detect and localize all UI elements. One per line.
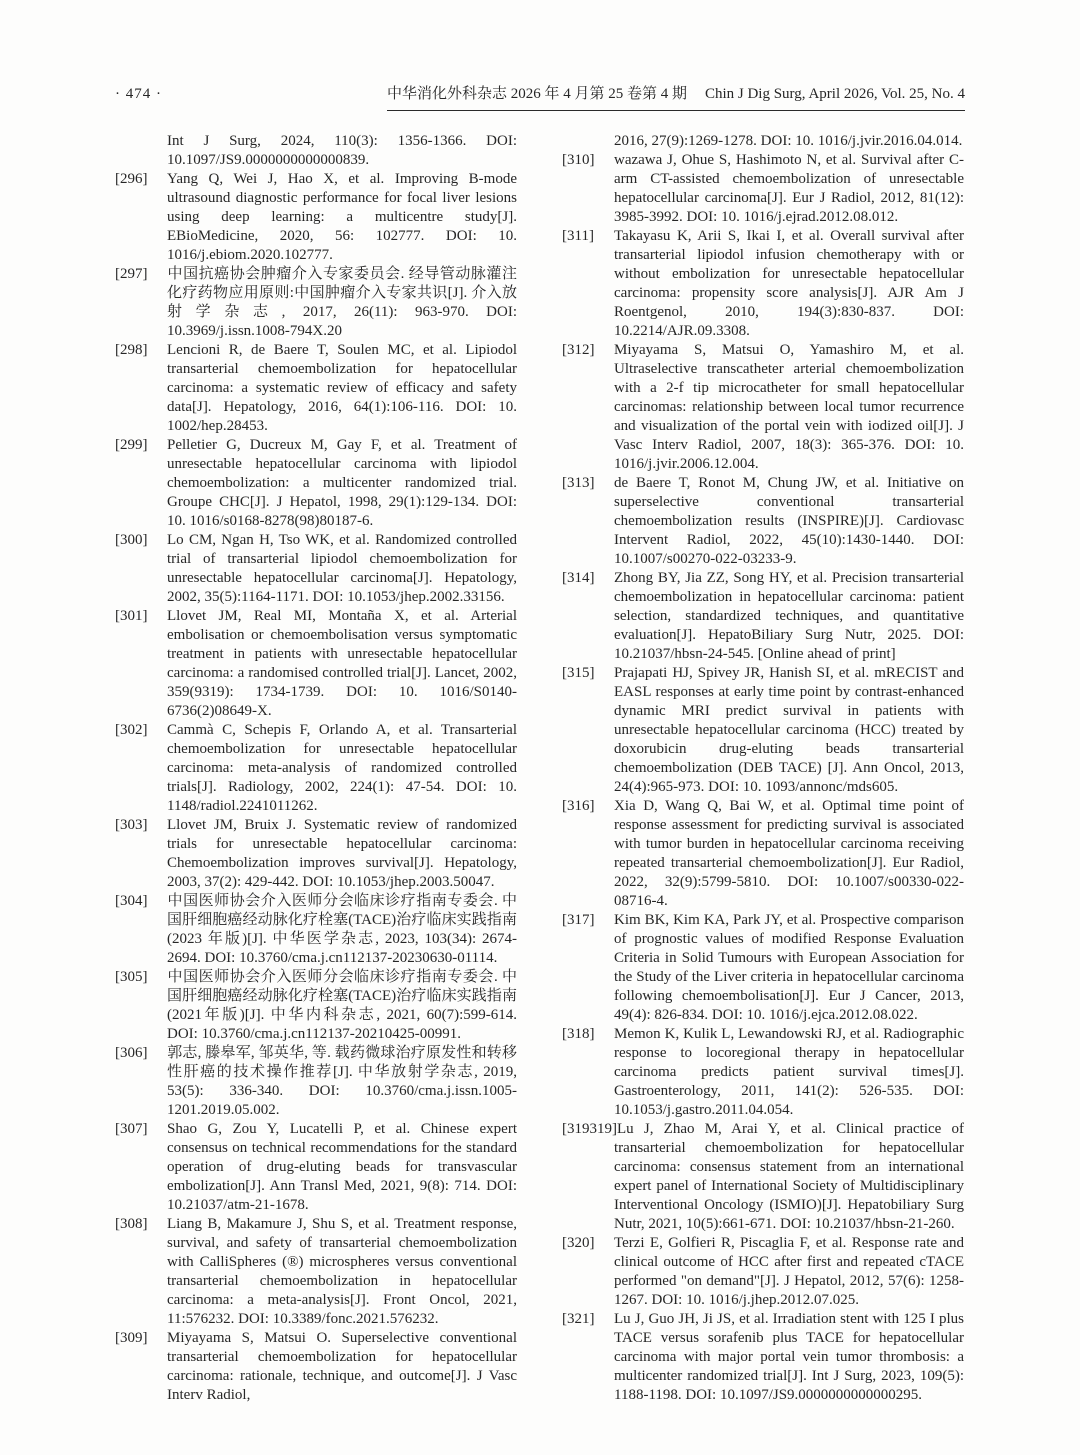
reference-number: [297] — [115, 266, 148, 282]
reference-text: Prajapati HJ, Spivey JR, Hanish SI, et al. mRECIST and EASL responses at early time point by contrast-enhanced dynamic MRI predict survival in patients with unresectable hepatocellular carcinoma (HCC) treated by doxorubicin drug-eluting beads transarterial chemoembolization (DEB TACE) [J]. Ann Oncol, 2013, 24(4):965-973. DOI: 10. 1093/annonc/mds605. — [614, 665, 964, 795]
reference-entry — [562, 569, 964, 664]
reference-number: [308] — [115, 1216, 148, 1232]
reference-number: [306] — [115, 1045, 148, 1061]
reference-number: [311] — [562, 228, 594, 244]
reference-entry — [562, 1234, 964, 1310]
reference-entry — [115, 1329, 517, 1405]
reference-entry — [562, 911, 964, 1025]
page-number: · 474 · — [115, 86, 162, 102]
reference-entry — [115, 265, 517, 341]
reference-number: [321] — [562, 1311, 595, 1327]
reference-entry — [562, 227, 964, 341]
reference-entry — [562, 341, 964, 474]
reference-entry — [562, 1120, 964, 1234]
journal-title-en: Chin J Dig Surg, April 2026, Vol. 25, No. 4 — [704, 86, 965, 102]
reference-text: Kim BK, Kim KA, Park JY, et al. Prospective comparison of prognostic values of modified Response Evaluation Criteria in Solid Tumours with European Association for the Study of the Liver criteria in hepatocellular carcinoma following chemoembolisation[J]. Eur J Cancer, 2013, 49(4): 826-834. DOI: 10. 1016/j.ejca.2012.08.022. — [614, 912, 964, 1023]
reference-number: [307] — [115, 1121, 148, 1137]
reference-columns — [115, 132, 965, 1405]
reference-entry — [115, 721, 517, 816]
reference-entry — [115, 436, 517, 531]
reference-text: Lo CM, Ngan H, Tso WK, et al. Randomized controlled trial of transarterial lipiodol chemoembolization for unresectable hepatocellular carcinoma[J]. Hepatology, 2002, 35(5):1164-1171. DOI: 10.1053/jhep.2002.33156. — [167, 532, 517, 605]
reference-entry — [562, 1025, 964, 1120]
reference-entry — [562, 664, 964, 797]
reference-text: 中国抗癌协会肿瘤介入专家委员会. 经导管动脉灌注化疗药物应用原则:中国肿瘤介入专家共识[J]. 介入放射学杂志, 2017, 26(11): 963-970. DOI: 10.3969/j.issn.1008-794X.20 — [167, 266, 517, 339]
reference-number: [304] — [115, 893, 148, 909]
reference-entry — [115, 968, 517, 1044]
reference-text: 中国医师协会介入医师分会临床诊疗指南专委会. 中国肝细胞癌经动脉化疗栓塞(TACE)治疗临床实践指南(2021年版)[J]. 中华内科杂志, 2021, 60(7):599-614. DOI: 10.3760/cma.j.cn112137-20210425-00991. — [167, 969, 517, 1042]
page-header — [115, 82, 965, 111]
reference-number: [300] — [115, 532, 148, 548]
reference-entry — [115, 1215, 517, 1329]
reference-number: [318] — [562, 1026, 595, 1042]
reference-number: [301] — [115, 608, 148, 624]
reference-number: [313] — [562, 475, 595, 491]
reference-text: wazawa J, Ohue S, Hashimoto N, et al. Survival after C-arm CT-assisted chemoembolization of unresectable hepatocellular carcinoma[J]. Eur J Radiol, 2012, 81(12): 3985-3992. DOI: 10. 1016/j.ejrad.2012.08.012. — [614, 152, 964, 225]
reference-number: [314] — [562, 570, 595, 586]
reference-entry — [562, 797, 964, 911]
reference-number: [309] — [115, 1330, 148, 1346]
reference-column-left — [115, 132, 517, 1405]
reference-entry — [115, 892, 517, 968]
reference-entry — [562, 151, 964, 227]
reference-number: [312] — [562, 342, 595, 358]
reference-text: Lu J, Zhao M, Arai Y, et al. Clinical practice of transarterial chemoembolization for hepatocellular carcinoma: consensus statement from an international expert panel of International Society of Multidisciplinary Interventional Oncology (ISMIO)[J]. Hepatobiliary Surg Nutr, 2021, 10(5):661-671. DOI: 10.21037/hbsn-21-260. — [614, 1121, 964, 1232]
reference-entry — [562, 474, 964, 569]
reference-number: [299] — [115, 437, 148, 453]
reference-text: Xia D, Wang Q, Bai W, et al. Optimal time point of response assessment for predicting survival is associated with tumor burden in hepatocellular carcinoma receiving repeated transarterial chemoembolization[J]. Eur Radiol, 2022, 32(9):5799-5810. DOI: 10.1007/s00330-022-08716-4. — [614, 798, 964, 909]
reference-text: Cammà C, Schepis F, Orlando A, et al. Transarterial chemoembolization for unresectable hepatocellular carcinoma: meta-analysis of randomized controlled trials[J]. Radiology, 2002, 224(1): 47-54. DOI: 10. 1148/radiol.2241011262. — [167, 722, 517, 814]
reference-text: Llovet JM, Real MI, Montaña X, et al. Arterial embolisation or chemoembolisation versus symptomatic treatment in patients with unresectable hepatocellular carcinoma: a randomised controlled trial[J]. Lancet, 2002, 359(9319): 1734-1739. DOI: 10. 1016/S0140-6736(2)08649-X. — [167, 608, 517, 719]
reference-entry — [115, 170, 517, 265]
reference-entry — [115, 531, 517, 607]
reference-text: de Baere T, Ronot M, Chung JW, et al. Initiative on superselective conventional transarterial chemoembolization results (INSPIRE)[J]. Cardiovasc Intervent Radiol, 2022, 45(10):1430-1440. DOI: 10.1007/s00270-022-03233-9. — [614, 475, 964, 567]
reference-entry — [115, 341, 517, 436]
reference-text: Lencioni R, de Baere T, Soulen MC, et al. Lipiodol transarterial chemoembolization for hepatocellular carcinoma: a systematic review of efficacy and safety data[J]. Hepatology, 2016, 64(1):106-116. DOI: 10. 1002/hep.28453. — [167, 342, 517, 434]
reference-number: [320] — [562, 1235, 595, 1251]
reference-text: Miyayama S, Matsui O. Superselective conventional transarterial chemoembolization for hepatocellular carcinoma: rationale, technique, and outcome[J]. J Vasc Interv Radiol, — [167, 1330, 517, 1403]
reference-number: [317] — [562, 912, 595, 928]
journal-header-rule — [387, 82, 965, 111]
reference-text: Pelletier G, Ducreux M, Gay F, et al. Treatment of unresectable hepatocellular carcinoma with lipiodol chemoembolization: a multicenter randomized trial. Groupe CHC[J]. J Hepatol, 1998, 29(1):129-134. DOI: 10. 1016/s0168-8278(98)80187-6. — [167, 437, 517, 529]
reference-number: [316] — [562, 798, 595, 814]
reference-number: [305] — [115, 969, 148, 985]
reference-number: [310] — [562, 152, 595, 168]
reference-number: [319319] — [562, 1121, 617, 1137]
reference-entry — [115, 607, 517, 721]
reference-entry — [562, 1310, 964, 1405]
reference-text: Takayasu K, Arii S, Ikai I, et al. Overall survival after transarterial lipiodol infusion chemotherapy with or without embolization for unresectable hepatocellular carcinoma: propensity score analysis[J]. AJR Am J Roentgenol, 2010, 194(3):830-837. DOI: 10.2214/AJR.09.3308. — [614, 228, 964, 339]
reference-number: [303] — [115, 817, 148, 833]
reference-number: [296] — [115, 171, 148, 187]
reference-column-right — [562, 132, 964, 1405]
journal-title-cn: 中华消化外科杂志 2026 年 4 月第 25 卷第 4 期 — [386, 86, 687, 102]
reference-text: Llovet JM, Bruix J. Systematic review of randomized trials for unresectable hepatocellular carcinoma: Chemoembolization improves survival[J]. Hepatology, 2003, 37(2): 429-442. DOI: 10.1053/jhep.2003.50047. — [167, 817, 517, 890]
reference-text: Yang Q, Wei J, Hao X, et al. Improving B-mode ultrasound diagnostic performance for focal liver lesions using deep learning: a multicentre study[J]. EBioMedicine, 2020, 56: 102777. DOI: 10. 1016/j.ebiom.2020.102777. — [167, 171, 517, 263]
reference-text: Int J Surg, 2024, 110(3): 1356-1366. DOI: 10.1097/JS9.0000000000000839. — [167, 133, 517, 168]
reference-text: Shao G, Zou Y, Lucatelli P, et al. Chinese expert consensus on technical recommendations for the standard operation of drug-eluting beads for transvascular embolization[J]. Ann Transl Med, 2021, 9(8): 714. DOI: 10.21037/atm-21-1678. — [167, 1121, 517, 1213]
reference-text: 郭志, 滕皋军, 邹英华, 等. 载药微球治疗原发性和转移性肝癌的技术操作推荐[J]. 中华放射学杂志, 2019, 53(5): 336-340. DOI: 10.3760/cma.j.issn.1005-1201.2019.05.002. — [167, 1045, 517, 1118]
reference-number: [315] — [562, 665, 595, 681]
reference-text: Miyayama S, Matsui O, Yamashiro M, et al. Ultraselective transcatheter arterial chemoembolization with a 2-f tip microcatheter for small hepatocellular carcinomas: relationship between local tumor recurrence and visualization of the portal vein with iodized oil[J]. J Vasc Interv Radiol, 2007, 18(3): 365-376. DOI: 10. 1016/j.jvir.2006.12.004. — [614, 342, 964, 472]
reference-entry — [115, 132, 517, 170]
reference-text: Terzi E, Golfieri R, Piscaglia F, et al. Response rate and clinical outcome of HCC after first and repeated cTACE performed "on demand"[J]. J Hepatol, 2012, 57(6): 1258-1267. DOI: 10. 1016/j.jhep.2012.07.025. — [614, 1235, 964, 1308]
reference-text: Lu J, Guo JH, Ji JS, et al. Irradiation stent with 125 I plus TACE versus sorafenib plus TACE for hepatocellular carcinoma with major portal vein tumor thrombosis: a multicenter randomized trial[J]. Int J Surg, 2023, 109(5): 1188-1198. DOI: 10.1097/JS9.0000000000000295. — [614, 1311, 964, 1403]
reference-text: Zhong BY, Jia ZZ, Song HY, et al. Precision transarterial chemoembolization in hepatocellular carcinoma: patient selection, standardized techniques, and quantitative evaluation[J]. HepatoBiliary Surg Nutr, 2025. DOI: 10.21037/hbsn-24-545. [Online ahead of print] — [614, 570, 964, 662]
reference-number: [302] — [115, 722, 148, 738]
reference-text: Memon K, Kulik L, Lewandowski RJ, et al. Radiographic response to locoregional therapy in hepatocellular carcinoma predicts patient survival times[J]. Gastroenterology, 2011, 141(2): 526-535. DOI: 10.1053/j.gastro.2011.04.054. — [614, 1026, 964, 1118]
reference-entry — [562, 132, 964, 151]
reference-entry — [115, 1120, 517, 1215]
reference-text: 2016, 27(9):1269-1278. DOI: 10. 1016/j.jvir.2016.04.014. — [614, 133, 963, 149]
reference-text: Liang B, Makamure J, Shu S, et al. Treatment response, survival, and safety of transarterial chemoembolization with CalliSpheres (®) microspheres versus conventional transarterial chemoembolization in hepatocellular carcinoma: a meta-analysis[J]. Front Oncol, 2021, 11:576232. DOI: 10.3389/fonc.2021.576232. — [167, 1216, 517, 1327]
reference-text: 中国医师协会介入医师分会临床诊疗指南专委会. 中国肝细胞癌经动脉化疗栓塞(TACE)治疗临床实践指南(2023 年版)[J]. 中华医学杂志, 2023, 103(34): 2674-2694. DOI: 10.3760/cma.j.cn112137-20230630-01114. — [167, 893, 517, 966]
reference-entry — [115, 1044, 517, 1120]
reference-number: [298] — [115, 342, 148, 358]
reference-entry — [115, 816, 517, 892]
